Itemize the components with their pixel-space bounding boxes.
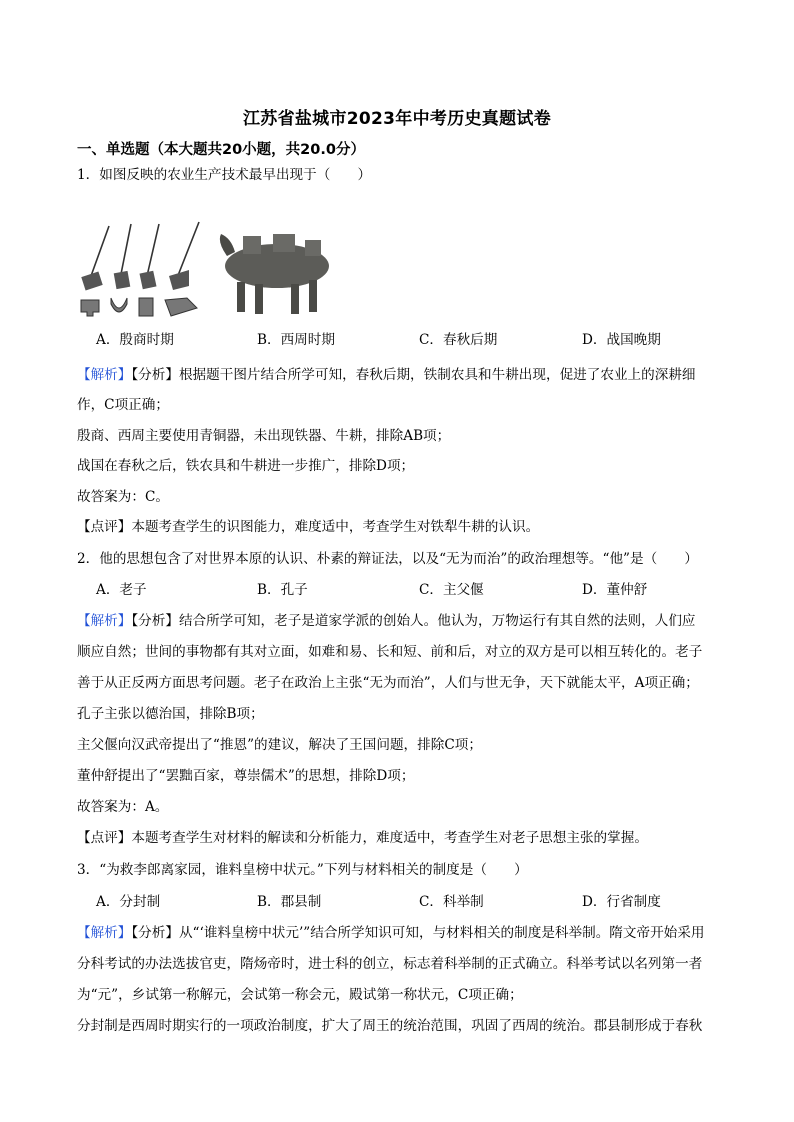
comment-line: 【点评】本题考查学生的识图能力，难度适中，考查学生对铁犁牛耕的认识。 (77, 519, 540, 535)
analysis-line: 善于从正反两方面思考问题。老子在政治上主张“无为而治”，人们与世无争，天下就能太平，A项正确； (77, 675, 699, 691)
analysis-line: 主父偃向汉武帝提出了“推恩”的建议，解决了王国问题，排除C项； (77, 737, 482, 753)
option-a[interactable]: A．分封制 (96, 894, 161, 910)
page-title: 江苏省盐城市2023年中考历史真题试卷 (242, 109, 551, 129)
analysis-tag: 【解析】 (77, 367, 132, 383)
farm-tools-image (77, 218, 337, 328)
analysis-line: 战国在春秋之后，铁农具和牛耕进一步推广，排除D项； (77, 458, 415, 474)
analysis-line: 分科考试的办法选拔官吏，隋炀帝时，进士科的创立，标志着科举制的正式确立。科举考试以名列第一者 (77, 956, 703, 972)
bronze-ox-icon (220, 234, 329, 314)
option-b[interactable]: B．孔子 (257, 582, 308, 598)
option-d[interactable]: D．行省制度 (582, 894, 661, 910)
section-heading: 一、单选题（本大题共20小题，共20.0分） (77, 142, 365, 158)
comment-line: 【点评】本题考查学生对材料的解读和分析能力，难度适中，考查学生对老子思想主张的掌握。 (77, 830, 648, 846)
analysis-line: 分封制是西周时期实行的一项政治制度，扩大了周王的统治范围，巩固了西周的统治。郡县制形成于春秋 (77, 1018, 703, 1034)
question-1-figure (77, 218, 337, 328)
option-c[interactable]: C．春秋后期 (419, 332, 498, 348)
analysis-tag: 【解析】 (77, 925, 132, 941)
answer-line: 故答案为：C。 (77, 489, 169, 505)
analysis-line: 【解析】【分析】结合所学可知，老子是道家学派的创始人。他认为，万物运行有其自然的法则，人们应 (77, 613, 696, 629)
option-c[interactable]: C．主父偃 (419, 582, 484, 598)
analysis-line: 孔子主张以德治国，排除B项； (77, 706, 264, 722)
option-c[interactable]: C．科举制 (419, 894, 484, 910)
analysis-tag: 【解析】 (77, 613, 132, 629)
option-a[interactable]: A．老子 (96, 582, 147, 598)
analysis-line: 【解析】【分析】从“‘谁料皇榜中状元’”结合所学知识可知，与材料相关的制度是科举制。隋文帝开始采用 (77, 925, 705, 941)
option-a[interactable]: A．殷商时期 (96, 332, 174, 348)
option-b[interactable]: B．郡县制 (257, 894, 322, 910)
answer-line: 故答案为：A。 (77, 799, 169, 815)
analysis-line: 【解析】【分析】根据题干图片结合所学可知，春秋后期，铁制农具和牛耕出现，促进了农业上的深耕细 (77, 367, 696, 383)
analysis-line: 董仲舒提出了“罢黜百家，尊崇儒术”的思想，排除D项； (77, 768, 415, 784)
option-d[interactable]: D．董仲舒 (582, 582, 648, 598)
question-3-stem: 3．“为救李郎离家园，谁料皇榜中状元。”下列与材料相关的制度是（ ） (77, 862, 528, 878)
analysis-line: 顺应自然；世间的事物都有其对立面，如难和易、长和短、前和后，对立的双方是可以相互转化的。老子 (77, 644, 703, 660)
analysis-line: 殷商、西周主要使用青铜器，未出现铁器、牛耕，排除AB项； (77, 428, 451, 444)
question-1-stem: 1．如图反映的农业生产技术最早出现于（ ） (77, 167, 372, 183)
analysis-line: 为“元”，乡试第一称解元，会试第一称会元，殿试第一称状元，C项正确； (77, 987, 523, 1003)
analysis-line: 作，C项正确； (77, 397, 169, 413)
option-b[interactable]: B．西周时期 (257, 332, 335, 348)
option-d[interactable]: D．战国晚期 (582, 332, 661, 348)
question-2-stem: 2．他的思想包含了对世界本原的认识、朴素的辩证法，以及“无为而治”的政治理想等。“他”是（ ） (77, 551, 698, 567)
